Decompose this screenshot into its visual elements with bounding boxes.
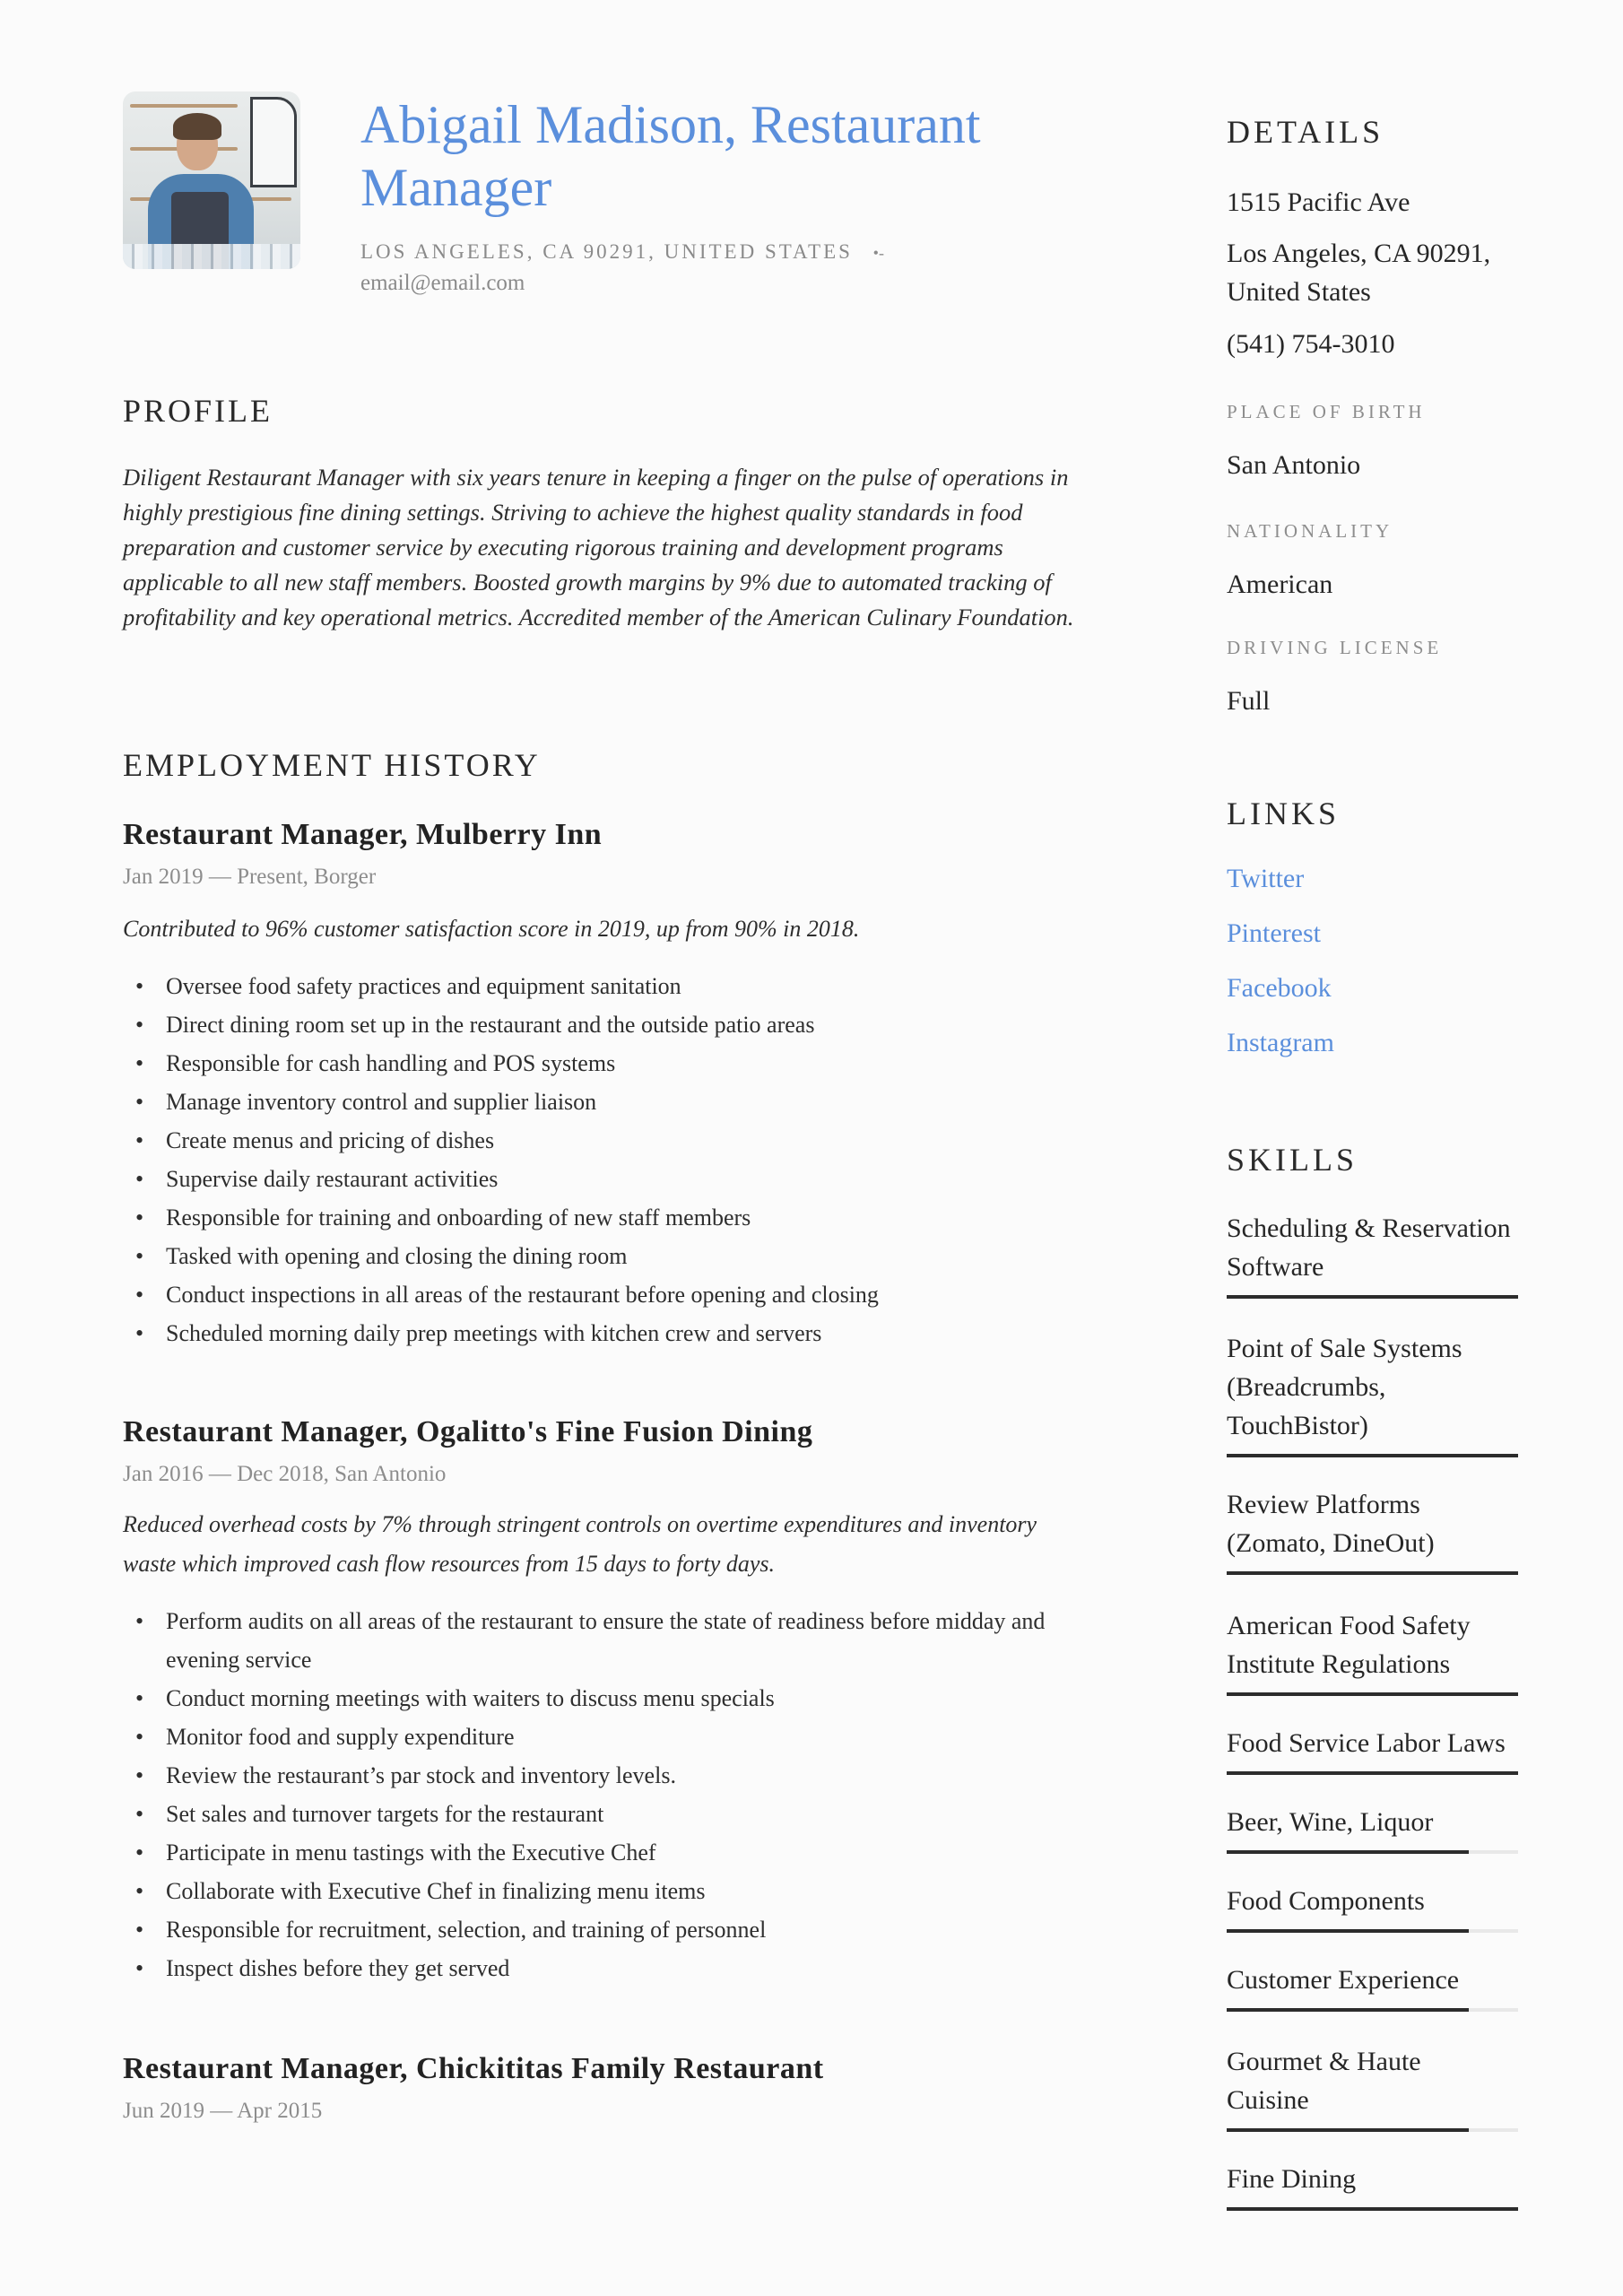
list-item: • Collaborate with Executive Chef in finalizing menu items — [166, 1872, 1116, 1910]
skill-level-fill — [1227, 1692, 1518, 1696]
list-item: • Set sales and turnover targets for the restaurant — [166, 1795, 1116, 1833]
skill-name: Point of Sale Systems (Breadcrumbs, TouchBistor) — [1227, 1334, 1462, 1440]
list-item: • Scheduled morning daily prep meetings with kitchen crew and servers — [166, 1314, 1116, 1352]
skill-item — [1227, 1209, 1518, 1299]
place-of-birth-label: PLACE OF BIRTH — [1227, 401, 1426, 422]
job-dates: Jun 2019 — Apr 2015 — [123, 2099, 323, 2123]
job-dates: Jan 2019 — Present, Borger — [123, 865, 377, 889]
skill-level-fill — [1227, 1929, 1469, 1933]
skill-level-fill — [1227, 1571, 1518, 1575]
job-title: Restaurant Manager, Ogalitto's Fine Fusion Dining — [123, 1415, 813, 1448]
skill-item — [1227, 1485, 1518, 1575]
list-item: • Manage inventory control and supplier liaison — [166, 1083, 1116, 1121]
skill-name: Scheduling & Reservation Software — [1227, 1213, 1511, 1282]
driving-license-label: DRIVING LICENSE — [1227, 637, 1443, 658]
profile-text: Diligent Restaurant Manager with six years tenure in keeping a finger on the pulse of operations in highly prestigious fine dining settings. Striving to achieve the highest quality standards in food preparation and customer service by executing rigorous training and development programs applicable to all new staff members. Boosted growth margins by 9% due to automated tracking of profitability and key operational metrics. Accredited member of the American Culinary Foundation. — [123, 464, 1074, 631]
list-item: • Oversee food safety practices and equipment sanitation — [166, 967, 1116, 1005]
address-line-1: 1515 Pacific Ave — [1227, 187, 1410, 217]
skill-level-bar — [1227, 1295, 1518, 1299]
list-item: • Responsible for training and onboarding of new staff members — [166, 1198, 1116, 1237]
skill-name: Fine Dining — [1227, 2164, 1357, 2194]
job-entry — [123, 1415, 1116, 1987]
skill-name: Food Service Labor Laws — [1227, 1728, 1506, 1758]
driving-license-value: Full — [1227, 686, 1271, 716]
skill-level-fill — [1227, 2008, 1469, 2012]
job-summary: Contributed to 96% customer satisfaction score in 2019, up from 90% in 2018. — [123, 916, 860, 942]
skill-level-fill — [1227, 2207, 1518, 2211]
skill-name: Beer, Wine, Liquor — [1227, 1807, 1434, 1837]
page-title: Abigail Madison, Restaurant Manager — [360, 95, 981, 217]
skill-item — [1227, 1961, 1518, 2012]
address-text: LOS ANGELES, CA 90291, UNITED STATES — [360, 240, 853, 263]
skill-item — [1227, 2160, 1518, 2211]
facebook-link[interactable]: Facebook — [1227, 973, 1332, 1003]
list-item: • Conduct inspections in all areas of the restaurant before opening and closing — [166, 1275, 1116, 1314]
list-item: • Perform audits on all areas of the restaurant to ensure the state of readiness before midday and evening service — [166, 1602, 1116, 1679]
pinterest-link[interactable]: Pinterest — [1227, 918, 1321, 948]
photo-detail — [130, 104, 238, 108]
list-item: • Direct dining room set up in the restaurant and the outside patio areas — [166, 1005, 1116, 1044]
list-item: • Participate in menu tastings with the Executive Chef — [166, 1833, 1116, 1872]
list-item: • Inspect dishes before they get served — [166, 1949, 1116, 1987]
profile-heading: PROFILE — [123, 393, 273, 429]
skill-level-fill — [1227, 1771, 1518, 1775]
skill-name: American Food Safety Institute Regulations — [1227, 1611, 1471, 1679]
skill-level-bar — [1227, 1692, 1518, 1696]
job-title: Restaurant Manager, Chickititas Family Restaurant — [123, 2052, 824, 2085]
list-item: • Responsible for recruitment, selection, and training of personnel — [166, 1910, 1116, 1949]
profile-photo — [123, 91, 300, 269]
skill-item — [1227, 1329, 1518, 1457]
skill-level-bar — [1227, 2128, 1518, 2132]
skill-name: Customer Experience — [1227, 1965, 1460, 1995]
job-summary: Reduced overhead costs by 7% through stringent controls on overtime expenditures and inventory waste which improved cash flow resources from 15 days to forty days. — [123, 1511, 1037, 1577]
list-item: • Monitor food and supply expenditure — [166, 1718, 1116, 1756]
list-item: • Supervise daily restaurant activities — [166, 1160, 1116, 1198]
job-entry — [123, 2052, 824, 2124]
list-item: • Conduct morning meetings with waiters to discuss menu specials — [166, 1679, 1116, 1718]
job-bullets — [123, 1602, 1116, 1987]
separator: •- — [872, 244, 884, 262]
address-line-2: Los Angeles, CA 90291, United States — [1227, 239, 1491, 307]
skill-level-bar — [1227, 2207, 1518, 2211]
details-heading: DETAILS — [1227, 114, 1384, 150]
instagram-link[interactable]: Instagram — [1227, 1028, 1334, 1057]
skill-level-fill — [1227, 1454, 1518, 1457]
contact-address — [360, 240, 884, 264]
place-of-birth-value: San Antonio — [1227, 450, 1361, 480]
skill-level-bar — [1227, 1850, 1518, 1854]
job-bullets — [123, 967, 1116, 1352]
phone-number: (541) 754-3010 — [1227, 329, 1395, 359]
list-item: • Create menus and pricing of dishes — [166, 1121, 1116, 1160]
job-dates: Jan 2016 — Dec 2018, San Antonio — [123, 1462, 447, 1486]
nationality-label: NATIONALITY — [1227, 520, 1393, 542]
skill-name: Review Platforms (Zomato, DineOut) — [1227, 1490, 1435, 1558]
skill-level-bar — [1227, 1571, 1518, 1575]
skill-level-bar — [1227, 1929, 1518, 1933]
list-item: • Responsible for cash handling and POS systems — [166, 1044, 1116, 1083]
links-heading: LINKS — [1227, 796, 1340, 831]
list-item: • Tasked with opening and closing the dining room — [166, 1237, 1116, 1275]
job-title: Restaurant Manager, Mulberry Inn — [123, 818, 603, 851]
nationality-value: American — [1227, 570, 1333, 599]
photo-detail — [250, 97, 297, 187]
employment-heading: EMPLOYMENT HISTORY — [123, 747, 541, 783]
skill-item — [1227, 1606, 1518, 1696]
skill-item — [1227, 1882, 1518, 1933]
photo-detail — [123, 244, 300, 269]
twitter-link[interactable]: Twitter — [1227, 864, 1305, 893]
skill-level-bar — [1227, 2008, 1518, 2012]
skill-level-fill — [1227, 1295, 1518, 1299]
list-item: • Review the restaurant’s par stock and inventory levels. — [166, 1756, 1116, 1795]
job-entry — [123, 818, 1116, 1352]
skill-item — [1227, 1803, 1518, 1854]
skill-item — [1227, 1724, 1518, 1775]
skill-name: Gourmet & Haute Cuisine — [1227, 2047, 1421, 2115]
skill-level-bar — [1227, 1771, 1518, 1775]
skill-level-bar — [1227, 1454, 1518, 1457]
skill-name: Food Components — [1227, 1886, 1425, 1916]
skill-item — [1227, 2042, 1518, 2132]
photo-detail — [173, 113, 221, 140]
skills-heading: SKILLS — [1227, 1142, 1358, 1178]
skill-level-fill — [1227, 2128, 1469, 2132]
email-link[interactable]: email@email.com — [360, 271, 525, 295]
skill-level-fill — [1227, 1850, 1469, 1854]
